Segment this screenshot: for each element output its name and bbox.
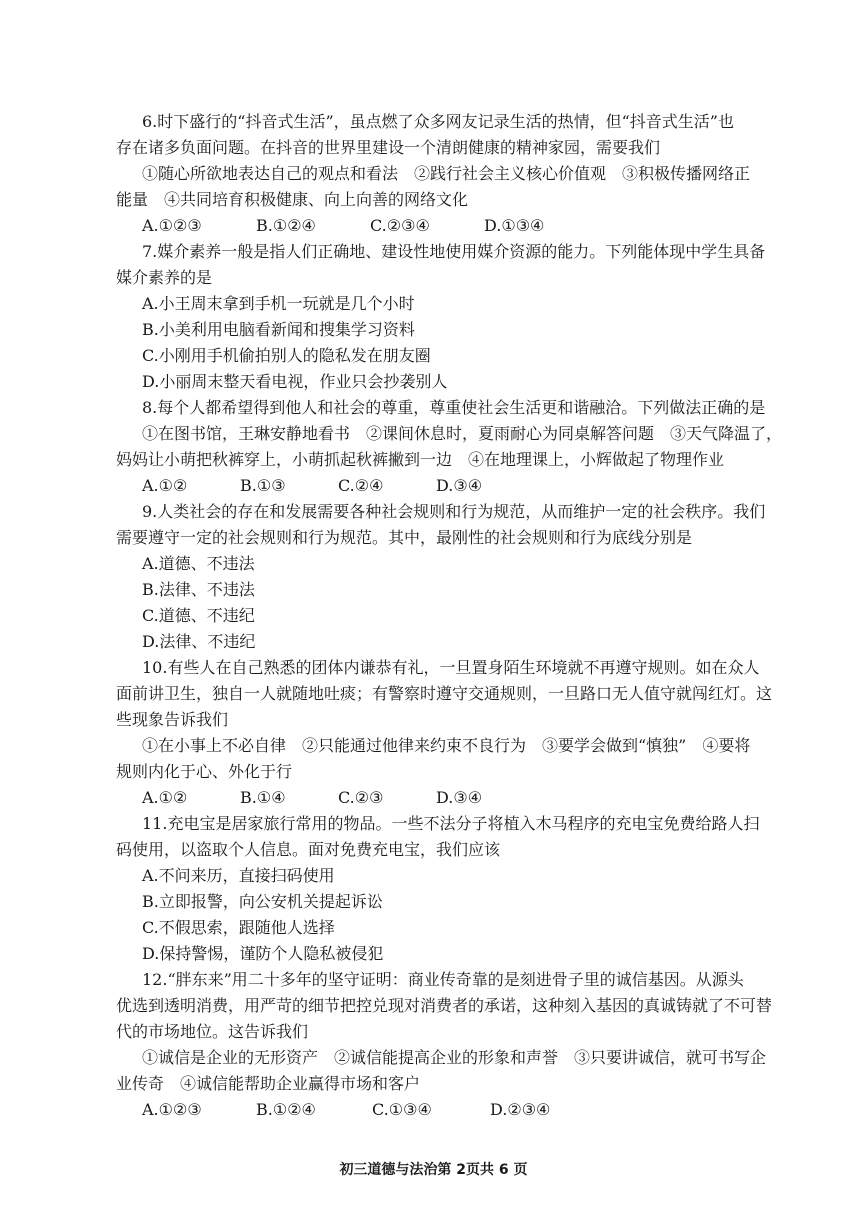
q11-stem-line-2: 码使用，以盗取个人信息。面对免费充电宝，我们应该 (116, 840, 501, 859)
q6-stem-line-2: 存在诸多负面问题。在抖音的世界里建设一个清朗健康的精神家园，需要我们 (116, 138, 661, 157)
q7-stem-line-1: 7.媒介素养一般是指人们正确地、建设性地使用媒介资源的能力。下列能体现中学生具备 (142, 242, 766, 261)
q6-option-c: C.②③④ (370, 216, 430, 235)
q7-option-b: B.小美利用电脑看新闻和搜集学习资料 (142, 320, 415, 339)
q8-option-c: C.②④ (338, 476, 384, 495)
q10-statements-line-1: ①在小事上不必自律 ②只能通过他律来约束不良行为 ③要学会做到“慎独” ④要将 (142, 736, 751, 755)
q9-option-c: C.道德、不违纪 (142, 606, 255, 625)
q11-option-d: D.保持警惕，谨防个人隐私被侵犯 (142, 944, 384, 963)
q10-statements-line-2: 规则内化于心、外化于行 (116, 762, 293, 781)
q6-option-a: A.①②③ (142, 216, 202, 235)
q7-stem-line-2: 媒介素养的是 (116, 268, 213, 287)
q12-stem-line-2: 优选到透明消费，用严苛的细节把控兑现对消费者的承诺，这种刻入基因的真诚铸就了不可替 (116, 996, 773, 1015)
q12-option-c: C.①③④ (372, 1100, 432, 1119)
q8-option-b: B.①③ (240, 476, 286, 495)
q6-stem-line-1: 6.时下盛行的“抖音式生活”，虽点燃了众多网友记录生活的热情，但“抖音式生活”也 (142, 112, 734, 131)
q9-option-d: D.法律、不违纪 (142, 632, 256, 651)
q6-statements-line-1: ①随心所欲地表达自己的观点和看法 ②践行社会主义核心价值观 ③积极传播网络正 (142, 164, 751, 183)
q10-option-a: A.①② (142, 788, 188, 807)
q12-stem-line-1: 12.“胖东来”用二十多年的坚守证明：商业传奇靠的是刻进骨子里的诚信基因。从源头 (142, 970, 744, 989)
q11-stem-line-1: 11.充电宝是居家旅行常用的物品。一些不法分子将植入木马程序的充电宝免费给路人扫 (142, 814, 760, 833)
q6-option-d: D.①③④ (484, 216, 545, 235)
q7-option-a: A.小王周末拿到手机一玩就是几个小时 (142, 294, 415, 313)
q8-statements-line-2: 妈妈让小萌把秋裤穿上，小萌抓起秋裤撇到一边 ④在地理课上，小辉做起了物理作业 (116, 450, 725, 469)
q8-option-a: A.①② (142, 476, 188, 495)
q11-option-b: B.立即报警，向公安机关提起诉讼 (142, 892, 383, 911)
q12-statements-line-1: ①诚信是企业的无形资产 ②诚信能提高企业的形象和声誉 ③只要讲诚信，就可书写企 (142, 1048, 767, 1067)
q8-stem-line-1: 8.每个人都希望得到他人和社会的尊重，尊重使社会生活更和谐融洽。下列做法正确的是 (142, 398, 766, 417)
q7-option-c: C.小刚用手机偷拍别人的隐私发在朋友圈 (142, 346, 431, 365)
q10-stem-line-2: 面前讲卫生，独自一人就随地吐痰；有警察时遵守交通规则，一旦路口无人值守就闯红灯。这 (116, 684, 773, 703)
q9-stem-line-2: 需要遵守一定的社会规则和行为规范。其中，最刚性的社会规则和行为底线分别是 (116, 528, 693, 547)
q9-stem-line-1: 9.人类社会的存在和发展需要各种社会规则和行为规范，从而维护一定的社会秩序。我们 (142, 502, 766, 521)
q12-stem-line-3: 代的市场地位。这告诉我们 (116, 1022, 309, 1041)
q12-option-b: B.①②④ (256, 1100, 316, 1119)
q8-statements-line-1: ①在图书馆，王琳安静地看书 ②课间休息时，夏雨耐心为同桌解答问题 ③天气降温了， (142, 424, 783, 443)
q12-option-a: A.①②③ (142, 1100, 202, 1119)
q8-option-d: D.③④ (436, 476, 483, 495)
q10-option-d: D.③④ (436, 788, 483, 807)
q10-option-c: C.②③ (338, 788, 384, 807)
page-footer: 初三道德与法治第 2页共 6 页 (339, 1162, 528, 1178)
q9-option-b: B.法律、不违法 (142, 580, 255, 599)
q10-stem-line-3: 些现象告诉我们 (116, 710, 229, 729)
q11-option-c: C.不假思索，跟随他人选择 (142, 918, 335, 937)
q9-option-a: A.道德、不违法 (142, 554, 255, 573)
q12-statements-line-2: 业传奇 ④诚信能帮助企业赢得市场和客户 (116, 1074, 421, 1093)
q12-option-d: D.②③④ (490, 1100, 551, 1119)
q10-stem-line-1: 10.有些人在自己熟悉的团体内谦恭有礼，一旦置身陌生环境就不再遵守规则。如在众人 (142, 658, 760, 677)
q6-statements-line-2: 能量 ④共同培育积极健康、向上向善的网络文化 (116, 190, 469, 209)
q11-option-a: A.不问来历，直接扫码使用 (142, 866, 335, 885)
q10-option-b: B.①④ (240, 788, 286, 807)
q6-option-b: B.①②④ (256, 216, 316, 235)
q7-option-d: D.小丽周末整天看电视，作业只会抄袭别人 (142, 372, 448, 391)
